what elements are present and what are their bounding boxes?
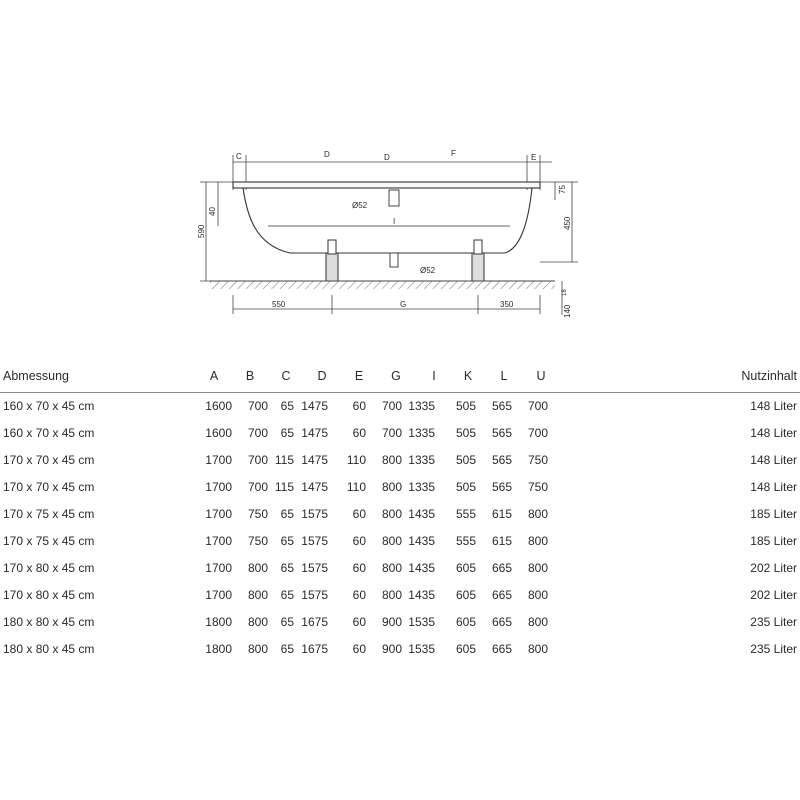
- cell-u: 700: [527, 426, 548, 440]
- cell-d: 1575: [301, 561, 328, 575]
- cell-d: 1675: [301, 615, 328, 629]
- row-capacity: 235 Liter: [750, 615, 797, 629]
- cell-a: 1600: [205, 399, 232, 413]
- cell-g: 800: [381, 561, 402, 575]
- cell-e: 60: [352, 642, 366, 656]
- overflow-fitting: [389, 190, 399, 267]
- cell-a: 1700: [205, 453, 232, 467]
- dim-label-40: 40: [208, 207, 217, 216]
- row-capacity: 185 Liter: [750, 507, 797, 521]
- table-row: [0, 636, 800, 663]
- header-col-g: G: [391, 369, 401, 383]
- cell-e: 60: [352, 615, 366, 629]
- header-nutzinhalt: Nutzinhalt: [741, 369, 797, 383]
- cell-b: 800: [247, 588, 268, 602]
- cell-c: 65: [280, 399, 294, 413]
- dim-label-d-left: D: [324, 150, 330, 159]
- cell-b: 700: [247, 480, 268, 494]
- dim-label-f: F: [451, 149, 456, 158]
- cell-l: 615: [491, 507, 512, 521]
- cell-u: 800: [527, 507, 548, 521]
- table-row: [0, 555, 800, 582]
- cell-i: 1435: [408, 534, 435, 548]
- cell-b: 750: [247, 507, 268, 521]
- dim-label-75: 75: [558, 185, 567, 194]
- cell-c: 65: [280, 642, 294, 656]
- cell-e: 110: [346, 453, 366, 467]
- cell-e: 60: [352, 534, 366, 548]
- cell-g: 700: [381, 399, 402, 413]
- dim-label-e: E: [531, 153, 537, 162]
- row-capacity: 185 Liter: [750, 534, 797, 548]
- cell-l: 565: [491, 480, 512, 494]
- cell-e: 60: [352, 588, 366, 602]
- table-row: [0, 393, 800, 420]
- cell-l: 565: [491, 399, 512, 413]
- header-col-u: U: [536, 369, 546, 383]
- dim-label-550: 550: [272, 300, 286, 309]
- row-dimension-label: 170 x 80 x 45 cm: [3, 561, 95, 575]
- row-dimension-label: 170 x 70 x 45 cm: [3, 480, 95, 494]
- dim-label-18: 18: [562, 289, 568, 296]
- table-row: [0, 447, 800, 474]
- cell-c: 65: [280, 534, 294, 548]
- row-dimension-label: 170 x 80 x 45 cm: [3, 588, 95, 602]
- cell-k: 605: [455, 615, 476, 629]
- cell-g: 800: [381, 588, 402, 602]
- cell-e: 110: [346, 480, 366, 494]
- cell-c: 65: [280, 507, 294, 521]
- cell-k: 505: [455, 399, 476, 413]
- row-dimension-label: 180 x 80 x 45 cm: [3, 642, 95, 656]
- tub-outline: [233, 182, 540, 253]
- cell-d: 1475: [301, 399, 328, 413]
- cell-i: 1435: [408, 561, 435, 575]
- cell-c: 115: [274, 453, 294, 467]
- cell-g: 700: [381, 426, 402, 440]
- cell-i: 1335: [408, 399, 435, 413]
- dim-label-590: 590: [197, 224, 206, 238]
- cell-l: 665: [491, 588, 512, 602]
- cell-u: 800: [527, 615, 548, 629]
- cell-i: 1535: [408, 615, 435, 629]
- cell-u: 800: [527, 588, 548, 602]
- cell-g: 900: [381, 642, 402, 656]
- floor: [210, 281, 555, 289]
- cell-g: 900: [381, 615, 402, 629]
- cell-c: 65: [280, 426, 294, 440]
- dim-label-140: 140: [563, 304, 572, 318]
- row-dimension-label: 180 x 80 x 45 cm: [3, 615, 95, 629]
- dim-label-450: 450: [563, 216, 572, 230]
- row-capacity: 202 Liter: [750, 588, 797, 602]
- row-capacity: 148 Liter: [750, 399, 797, 413]
- cell-u: 800: [527, 534, 548, 548]
- cell-d: 1475: [301, 480, 328, 494]
- cell-b: 700: [247, 453, 268, 467]
- cell-k: 505: [455, 480, 476, 494]
- tub-feet: [326, 240, 484, 281]
- bathtub-technical-drawing: [0, 0, 800, 340]
- table-row: [0, 528, 800, 555]
- table-row: [0, 420, 800, 447]
- bathtub-drawing-svg: [0, 0, 800, 340]
- dimension-labels: [197, 149, 572, 318]
- table-header-row: [0, 362, 800, 393]
- cell-i: 1535: [408, 642, 435, 656]
- cell-b: 800: [247, 642, 268, 656]
- cell-e: 60: [352, 399, 366, 413]
- dim-label-c: C: [236, 152, 242, 161]
- cell-k: 555: [455, 534, 476, 548]
- table-row: [0, 609, 800, 636]
- cell-d: 1575: [301, 507, 328, 521]
- header-col-b: B: [245, 369, 255, 383]
- dim-label-i: I: [393, 217, 396, 226]
- cell-l: 665: [491, 561, 512, 575]
- cell-k: 555: [455, 507, 476, 521]
- cell-l: 615: [491, 534, 512, 548]
- cell-k: 605: [455, 642, 476, 656]
- row-dimension-label: 170 x 70 x 45 cm: [3, 453, 95, 467]
- dimension-table: [0, 362, 800, 663]
- dim-label-drain-diameter: Ø52: [420, 266, 436, 275]
- cell-u: 800: [527, 642, 548, 656]
- cell-g: 800: [381, 480, 402, 494]
- dim-label-d: D: [384, 153, 390, 162]
- cell-e: 60: [352, 426, 366, 440]
- cell-u: 800: [527, 561, 548, 575]
- header-col-l: L: [500, 369, 508, 383]
- cell-b: 750: [247, 534, 268, 548]
- cell-a: 1700: [205, 480, 232, 494]
- cell-i: 1335: [408, 480, 435, 494]
- row-dimension-label: 160 x 70 x 45 cm: [3, 426, 95, 440]
- cell-g: 800: [381, 534, 402, 548]
- cell-d: 1575: [301, 534, 328, 548]
- row-dimension-label: 160 x 70 x 45 cm: [3, 399, 95, 413]
- cell-i: 1335: [408, 453, 435, 467]
- cell-d: 1675: [301, 642, 328, 656]
- header-col-a: A: [209, 369, 219, 383]
- row-capacity: 202 Liter: [750, 561, 797, 575]
- cell-u: 700: [527, 399, 548, 413]
- header-col-k: K: [463, 369, 473, 383]
- cell-u: 750: [527, 453, 548, 467]
- cell-b: 700: [247, 426, 268, 440]
- cell-c: 115: [274, 480, 294, 494]
- header-col-e: E: [354, 369, 364, 383]
- cell-a: 1700: [205, 534, 232, 548]
- row-capacity: 235 Liter: [750, 642, 797, 656]
- cell-k: 605: [455, 561, 476, 575]
- cell-l: 565: [491, 453, 512, 467]
- cell-b: 800: [247, 615, 268, 629]
- cell-a: 1800: [205, 615, 232, 629]
- cell-g: 800: [381, 507, 402, 521]
- table-row: [0, 474, 800, 501]
- table-row: [0, 501, 800, 528]
- cell-i: 1435: [408, 507, 435, 521]
- cell-e: 60: [352, 507, 366, 521]
- row-dimension-label: 170 x 75 x 45 cm: [3, 507, 95, 521]
- row-capacity: 148 Liter: [750, 426, 797, 440]
- cell-l: 665: [491, 642, 512, 656]
- row-capacity: 148 Liter: [750, 453, 797, 467]
- cell-b: 700: [247, 399, 268, 413]
- cell-c: 65: [280, 588, 294, 602]
- row-capacity: 148 Liter: [750, 480, 797, 494]
- cell-a: 1700: [205, 561, 232, 575]
- cell-c: 65: [280, 615, 294, 629]
- dim-label-g: G: [400, 300, 407, 309]
- cell-i: 1435: [408, 588, 435, 602]
- cell-a: 1700: [205, 507, 232, 521]
- cell-l: 565: [491, 426, 512, 440]
- cell-a: 1600: [205, 426, 232, 440]
- header-col-c: C: [281, 369, 291, 383]
- dim-label-overflow-diameter: Ø52: [352, 201, 368, 210]
- cell-a: 1700: [205, 588, 232, 602]
- cell-d: 1575: [301, 588, 328, 602]
- cell-i: 1335: [408, 426, 435, 440]
- cell-k: 505: [455, 453, 476, 467]
- cell-e: 60: [352, 561, 366, 575]
- cell-d: 1475: [301, 426, 328, 440]
- cell-b: 800: [247, 561, 268, 575]
- header-col-i: I: [432, 369, 436, 383]
- dim-label-350: 350: [500, 300, 514, 309]
- cell-c: 65: [280, 561, 294, 575]
- right-dimension-lines: [540, 182, 578, 315]
- cell-d: 1475: [301, 453, 328, 467]
- table-row: [0, 582, 800, 609]
- cell-a: 1800: [205, 642, 232, 656]
- header-abmessung: Abmessung: [3, 369, 70, 383]
- cell-g: 800: [381, 453, 402, 467]
- header-col-d: D: [317, 369, 327, 383]
- cell-l: 665: [491, 615, 512, 629]
- cell-k: 505: [455, 426, 476, 440]
- cell-k: 605: [455, 588, 476, 602]
- row-dimension-label: 170 x 75 x 45 cm: [3, 534, 95, 548]
- cell-u: 750: [527, 480, 548, 494]
